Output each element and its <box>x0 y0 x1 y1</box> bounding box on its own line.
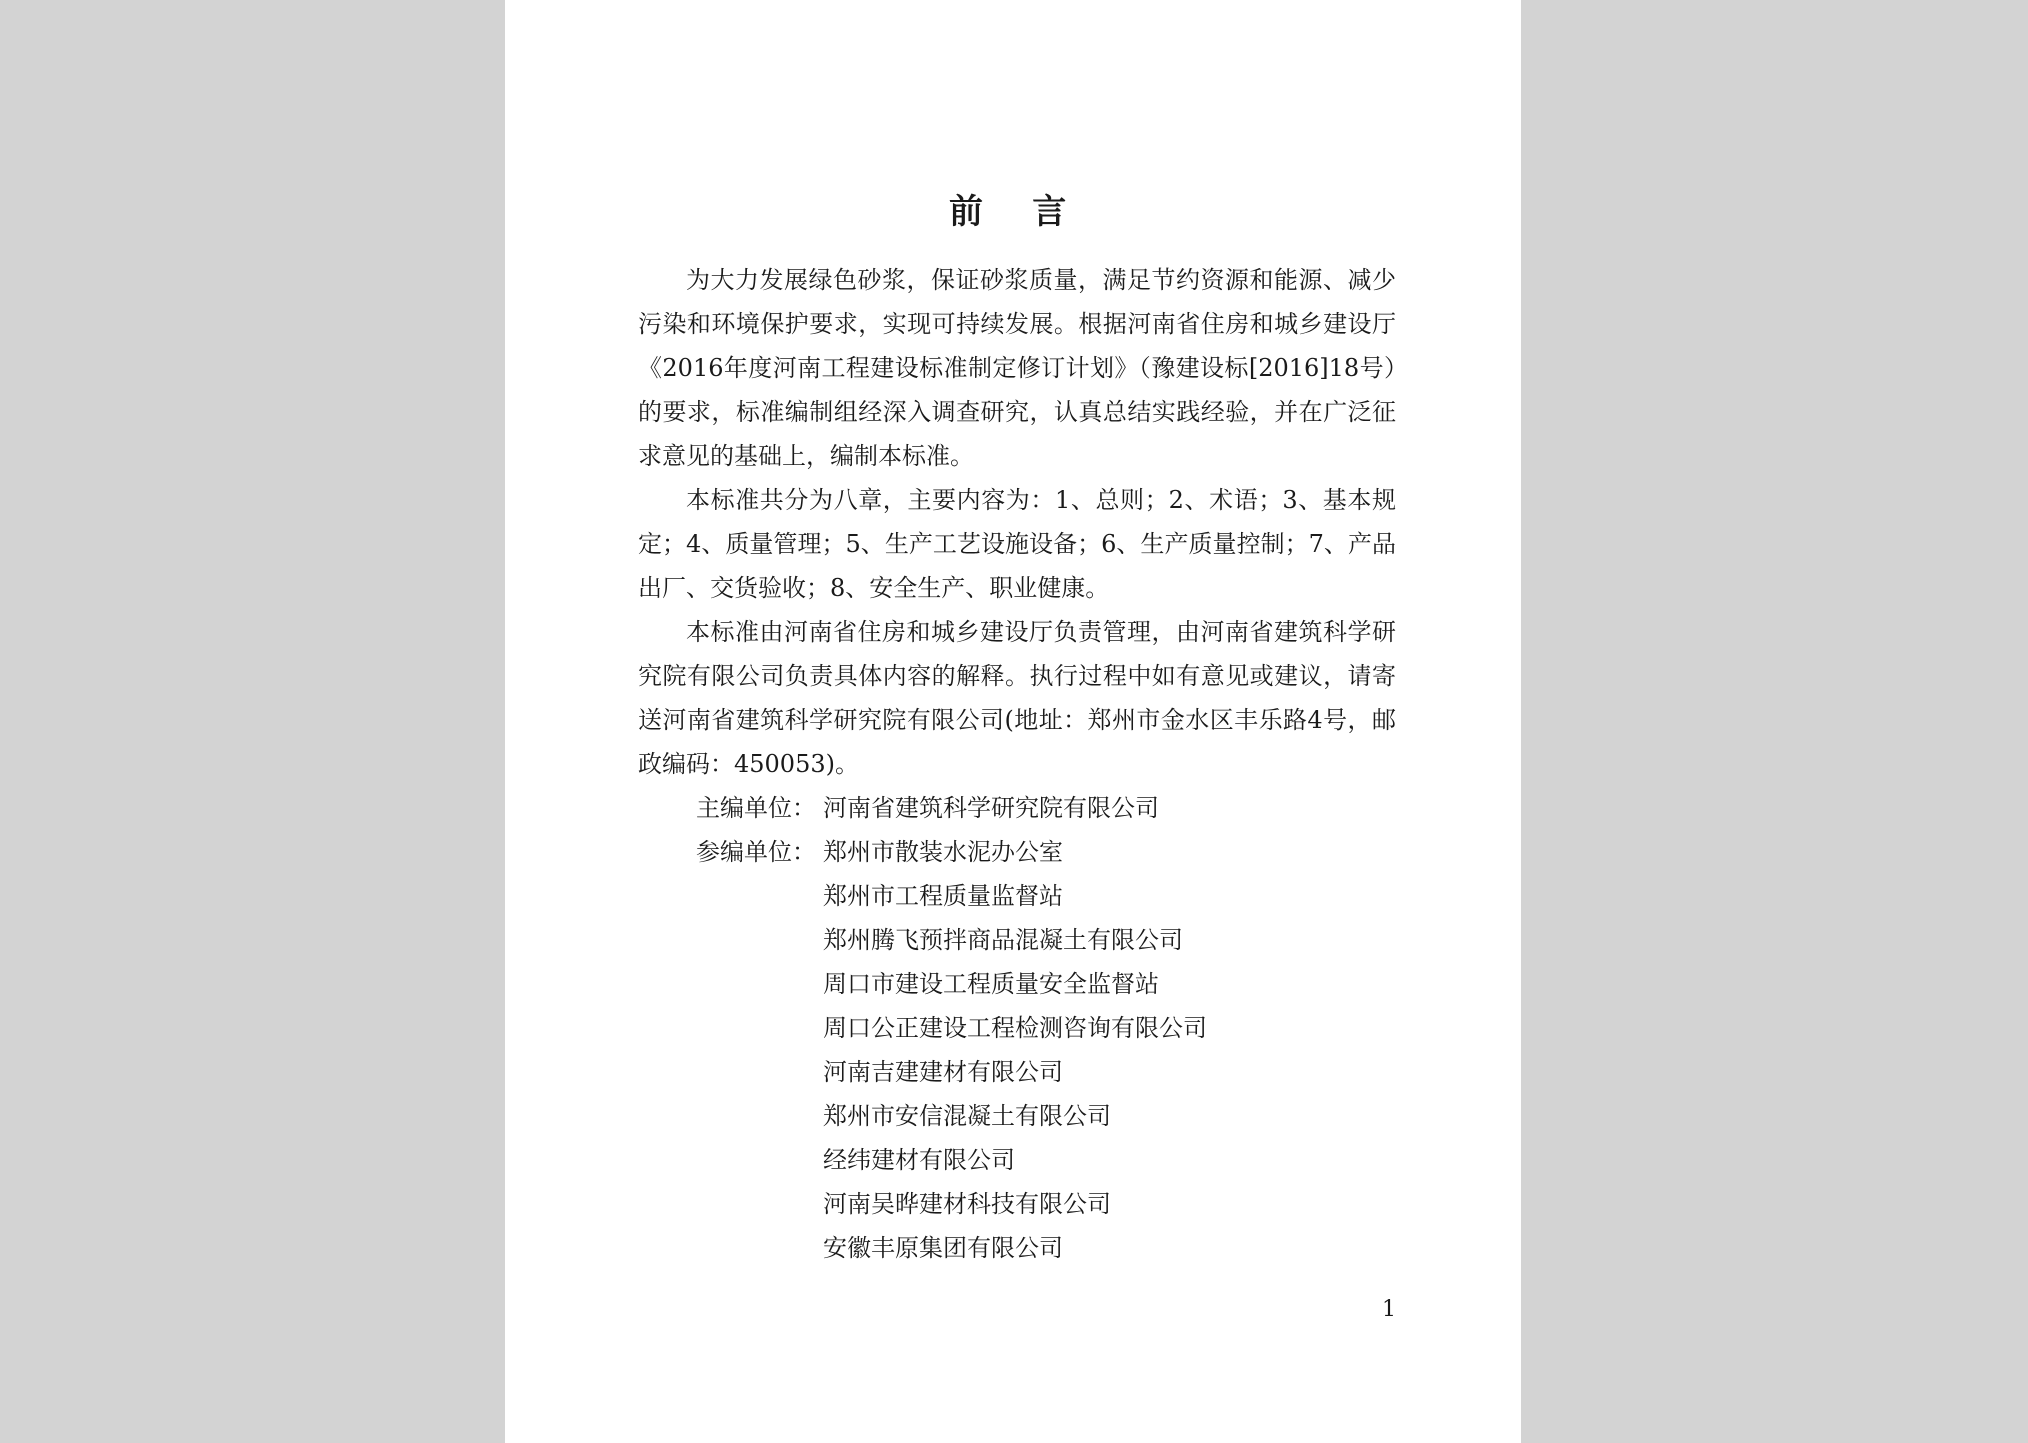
participant-unit: 经纬建材有限公司 <box>823 1146 1015 1174</box>
paragraph-purpose: 为大力发展绿色砂浆，保证砂浆质量，满足节约资源和能源、减少污染和环境保护要求，实现可持续发展。根据河南省住房和城乡建设厅《2016年度河南工程建设标准制定修订计划》（豫建设标[2016]18号）的要求，标准编制组经深入调查研究，认真总结实践经验，并在广泛征求意见的基础上，编制本标准。 <box>638 266 1396 470</box>
paragraph-management: 本标准由河南省住房和城乡建设厅负责管理，由河南省建筑科学研究院有限公司负责具体内容的解释。执行过程中如有意见或建议，请寄送河南省建筑科学研究院有限公司(地址：郑州市金水区丰乐路4号，邮政编码：450053)。 <box>638 618 1396 778</box>
page-title: 前 言 <box>949 192 1085 232</box>
participant-unit: 郑州市散装水泥办公室 <box>823 838 1063 866</box>
participant-unit: 河南吉建建材有限公司 <box>823 1058 1063 1086</box>
participant-unit: 郑州腾飞预拌商品混凝土有限公司 <box>823 926 1183 954</box>
participant-unit: 安徽丰原集团有限公司 <box>823 1234 1063 1262</box>
document-body <box>638 258 1396 1270</box>
page-number: 1 <box>1382 1297 1396 1322</box>
participant-unit: 周口市建设工程质量安全监督站 <box>823 970 1159 998</box>
participants-list <box>823 830 1396 1270</box>
paragraph-chapters: 本标准共分为八章，主要内容为：1、总则；2、术语；3、基本规定；4、质量管理；5、生产工艺设施设备；6、生产质量控制；7、产品出厂、交货验收；8、安全生产、职业健康。 <box>638 486 1396 602</box>
participant-unit: 河南吴晔建材科技有限公司 <box>823 1190 1111 1218</box>
chief-editor-label: 主编单位： <box>696 794 816 822</box>
participant-unit: 郑州市工程质量监督站 <box>823 882 1063 910</box>
participants-row <box>638 830 1396 1270</box>
chief-editor-row <box>638 786 1396 830</box>
participant-unit: 周口公正建设工程检测咨询有限公司 <box>823 1014 1207 1042</box>
participant-unit: 郑州市安信混凝土有限公司 <box>823 1102 1111 1130</box>
chief-editor-value: 河南省建筑科学研究院有限公司 <box>823 794 1159 822</box>
participants-label: 参编单位： <box>696 838 816 866</box>
document-page <box>505 0 1521 1443</box>
